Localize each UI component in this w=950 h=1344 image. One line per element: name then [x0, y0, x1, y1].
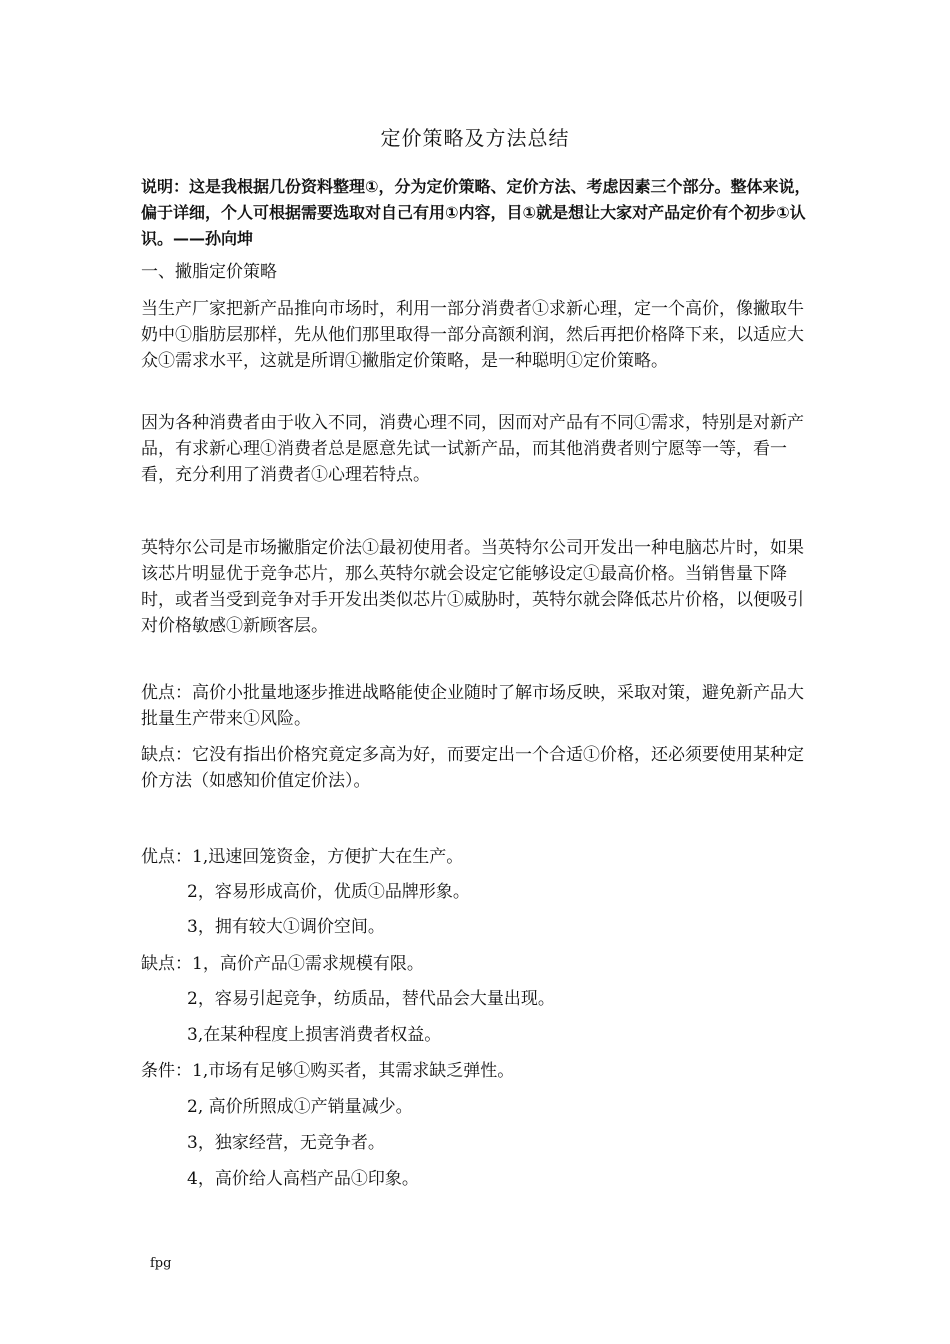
list-item: 条件：1,市场有足够①购买者，其需求缺乏弹性。	[141, 1061, 515, 1081]
list-item: 缺点：1，高价产品①需求规模有限。	[141, 954, 424, 974]
document-title: 定价策略及方法总结	[380, 126, 570, 150]
paragraph-reason: 因为各种消费者由于收入不同，消费心理不同，因而对产品有不同①需求，特别是对新产品，有求新心理①消费者总是愿意先试一试新产品，而其他消费者则宁愿等一等，看一看，充分利用了消费者①心理若特点。	[141, 413, 804, 485]
paragraph-definition: 当生产厂家把新产品推向市场时，利用一部分消费者①求新心理，定一个高价，像撇取牛奶中①脂肪层那样，先从他们那里取得一部分高额利润，然后再把价格降下来，以适应大众①需求水平，这就是所谓①撇脂定价策略，是一种聪明①定价策略。	[141, 299, 804, 371]
author-note: 说明：这是我根据几份资料整理①，分为定价策略、定价方法、考虑因素三个部分。整体来说，偏于详细，个人可根据需要选取对自己有用①内容，目①就是想让大家对产品定价有个初步①认识。——孙向坤	[141, 177, 811, 248]
paragraph-disadvantage: 缺点：它没有指出价格究竟定多高为好，而要定出一个合适①价格，还必须要使用某种定价方法（如感知价值定价法）。	[141, 745, 804, 791]
paragraph-advantage: 优点：高价小批量地逐步推进战略能使企业随时了解市场反映，采取对策，避免新产品大批量生产带来①风险。	[141, 683, 804, 729]
list-item: 3，独家经营，无竞争者。	[187, 1133, 385, 1153]
paragraph-intel-example: 英特尔公司是市场撇脂定价法①最初使用者。当英特尔公司开发出一种电脑芯片时，如果该芯片明显优于竞争芯片，那么英特尔就会设定它能够设定①最高价格。当销售量下降时，或者当受到竞争对手开发出类似芯片①威胁时，英特尔就会降低芯片价格，以便吸引对价格敏感①新顾客层。	[141, 538, 804, 636]
list-item: 2，容易形成高价，优质①品牌形象。	[187, 882, 470, 902]
list-item: 优点：1,迅速回笼资金，方便扩大在生产。	[141, 847, 464, 867]
section-heading: 一、撇脂定价策略	[141, 262, 277, 282]
list-item: 2，容易引起竞争，纺质品，替代品会大量出现。	[187, 989, 555, 1009]
list-item: 2, 高价所照成①产销量减少。	[187, 1097, 413, 1117]
page-footer: fpg	[150, 1256, 172, 1271]
list-item: 3,在某种程度上损害消费者权益。	[187, 1025, 442, 1045]
list-item: 4，高价给人高档产品①印象。	[187, 1169, 419, 1189]
list-item: 3，拥有较大①调价空间。	[187, 917, 385, 937]
